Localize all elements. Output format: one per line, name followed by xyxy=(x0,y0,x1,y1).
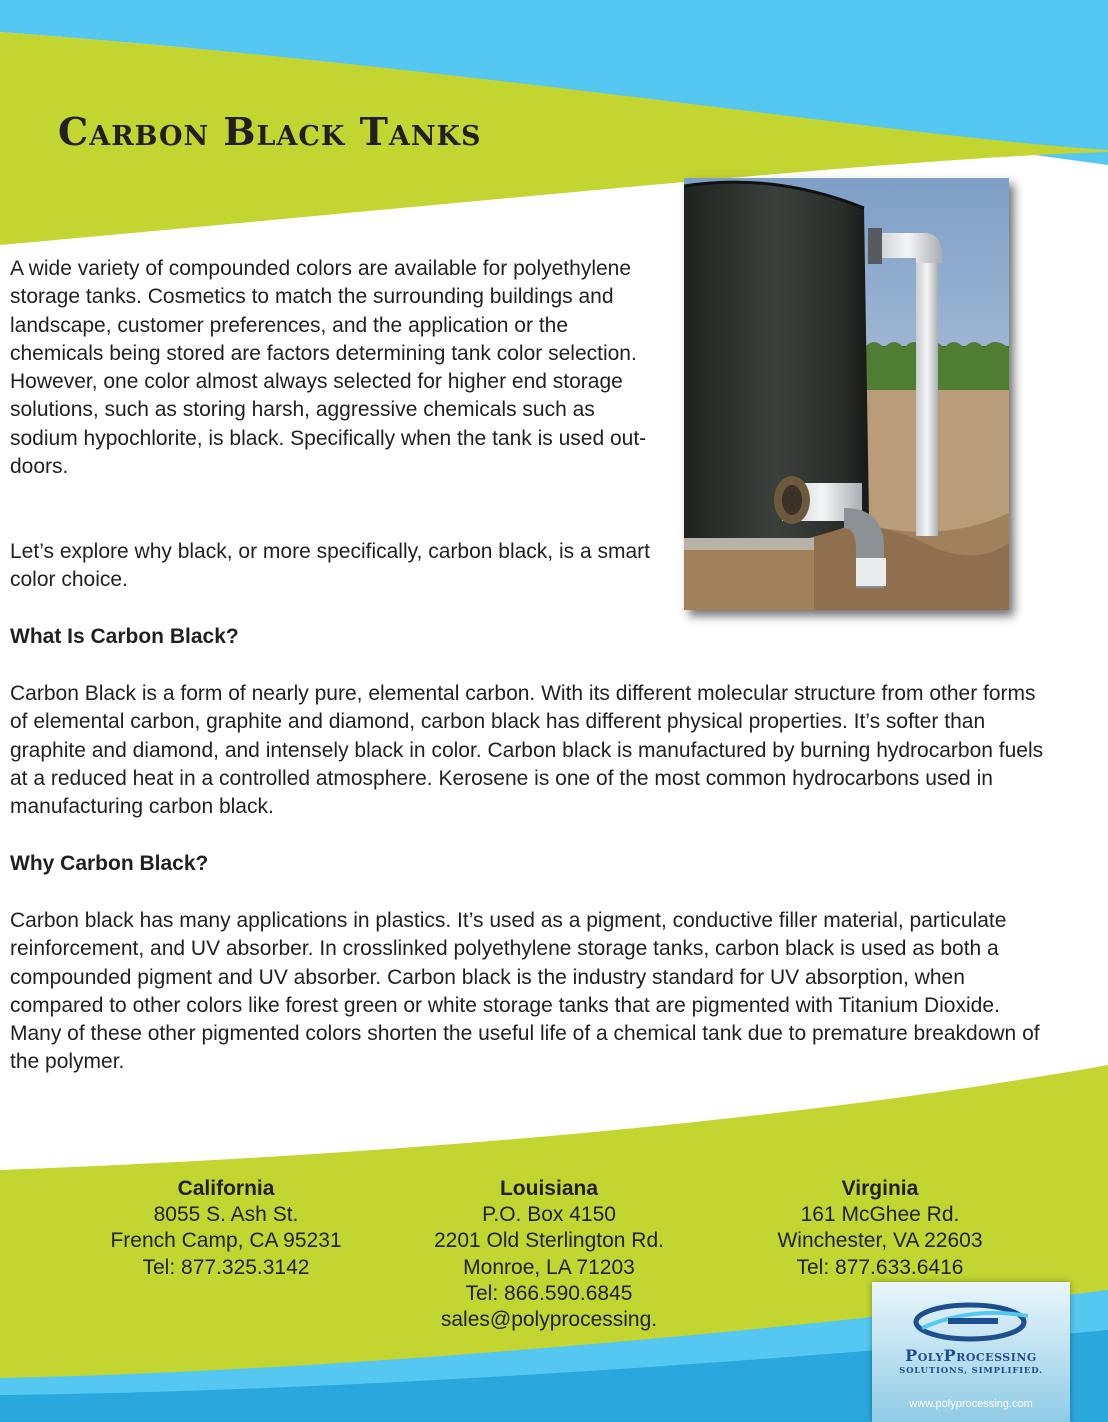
section-body-why-carbon-black: Carbon black has many applications in plastics. It’s used as a pigment, conductive filler material, particulate reinforcement, and UV absorber. In crosslinked polyethylene storage tanks, carbon black is used as both a compounded pigment and UV absorber. Carbon black is the industry standard for UV absorption, when compared to other colors like forest green or white storage tanks that are pigmented with Titanium Dioxide. Many of these other pigmented colors shorten the useful life of a chemical tank due to premature breakdown of the polymer. xyxy=(10,909,1040,1074)
address-line: P.O. Box 4150 xyxy=(482,1203,616,1227)
location-california xyxy=(86,1176,366,1281)
phone-number: Tel: 877.325.3142 xyxy=(142,1255,310,1279)
location-louisiana xyxy=(409,1176,689,1333)
logo-name: PolyProcessing xyxy=(905,1346,1037,1365)
address-line: 2201 Old Sterlington Rd. xyxy=(434,1229,664,1253)
page-title: Carbon Black Tanks xyxy=(58,109,482,154)
address-line: Winchester, VA 22603 xyxy=(777,1229,983,1253)
section-heading-what-is-carbon-black: What Is Carbon Black? xyxy=(10,625,239,648)
address-line: 161 McGhee Rd. xyxy=(800,1203,960,1227)
email-address: sales@polyprocessing. xyxy=(440,1308,658,1332)
section-body-what-is-carbon-black: Carbon Black is a form of nearly pure, elemental carbon. With its different molecular structure from other forms of elemental carbon, graphite and diamond, carbon black has different physical properties. It’s softer than graphite and diamond, and intensely black in color. Carbon black is manufactured by burning hydrocarbon fuels at a reduced heat in a controlled atmosphere. Kerosene is one of the most common hydrocarbons used in manufacturing carbon black. xyxy=(10,682,1044,819)
address-line: Monroe, LA 71203 xyxy=(463,1255,635,1279)
intro-paragraph-2: Let’s explore why black, or more specifically, carbon black, is a smart color choice. xyxy=(10,540,650,592)
swoosh-logo-icon xyxy=(912,1300,1032,1344)
website-link[interactable]: www.polyprocessing.com xyxy=(909,1398,1033,1410)
address-line: French Camp, CA 95231 xyxy=(110,1229,342,1253)
black-storage-tank-photo xyxy=(684,178,1009,610)
location-state: Virginia xyxy=(841,1177,919,1200)
phone-number: Tel: 877.633.6416 xyxy=(796,1255,964,1279)
intro-paragraph-1: A wide variety of compounded colors are available for polyethylene storage tanks. Cosmetics to match the surrounding buildings and landscape, customer preferences, and the application or the chemicals being stored are factors determining tank color selection. However, one color almost always selected for higher end storage solutions, such as storing harsh, aggressive chemicals such as sodium hypochlorite, is black. Specifically when the tank is used out-doors. xyxy=(10,257,647,479)
logo-tagline: SOLUTIONS, SIMPLIFIED. xyxy=(899,1366,1043,1376)
address-line: 8055 S. Ash St. xyxy=(153,1203,299,1227)
location-virginia xyxy=(740,1176,1020,1281)
location-state: Louisiana xyxy=(499,1177,599,1200)
section-heading-why-carbon-black: Why Carbon Black? xyxy=(10,852,209,875)
location-state: California xyxy=(177,1177,275,1200)
company-logo xyxy=(872,1282,1070,1422)
phone-number: Tel: 866.590.6845 xyxy=(465,1281,633,1305)
